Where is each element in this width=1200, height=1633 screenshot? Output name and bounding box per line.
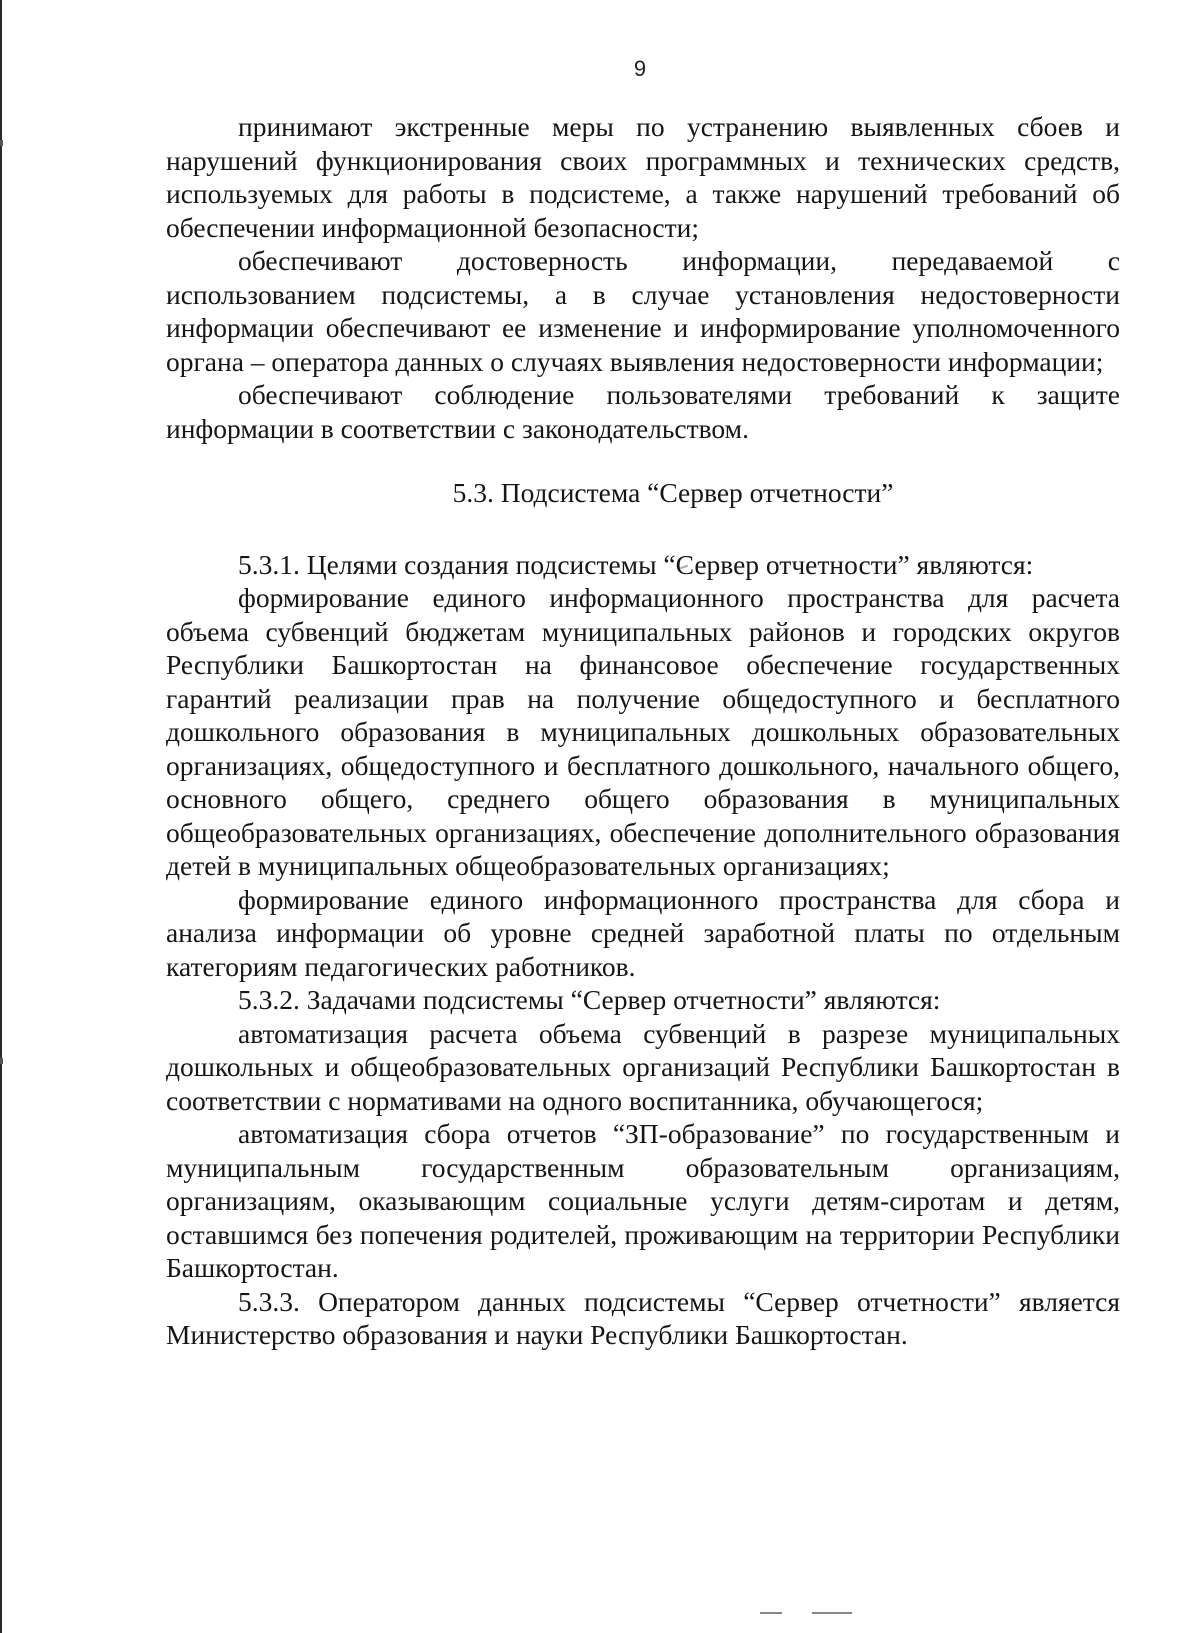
scan-mark [0,1058,3,1064]
scan-smudge [760,1612,782,1614]
paragraph: автоматизация сбора отчетов “ЗП-образование” по государственным и муниципальным государственным образовательным организациям, организациям, оказывающим социальные услуги детям-сиротам и детям, оставшимся без попечения родителей, проживающим на территории Республики Башкортостан. [166,1118,1120,1283]
paragraph: обеспечивают достоверность информации, передаваемой с использованием подсистемы, а в случае установления недостоверности информации обеспечивают ее изменение и информирование уполномоченного органа – оператора данных о случаях выявления недостоверности информации; [166,245,1120,377]
paragraph: формирование единого информационного пространства для сбора и анализа информации об уровне средней заработной платы по отдельным категориям педагогических работников. [166,883,1120,982]
scan-mark [0,140,3,146]
paragraph: принимают экстренные меры по устранению выявленных сбоев и нарушений функционирования своих программных и технических средств, используемых для работы в подсистеме, а также нарушений требований об обеспечении информационной безопасности; [166,111,1120,243]
scan-edge [0,0,2,1633]
paragraph: формирование единого информационного пространства для расчета объема субвенций бюджетам муниципальных районов и городских округов Республики Башкортостан на финансовое обеспечение государственных гарантий реализации прав на получение общедоступного и бесплатного дошкольного образования в муниципальных дошкольных образовательных организациях, общедоступного и бесплатного дошкольного, начального общего, основного общего, среднего общего образования в муниципальных общеобразовательных организациях, обеспечение дополнительного образования детей в муниципальных общеобразовательных организациях; [166,582,1120,881]
section-heading: 5.3. Подсистема “Сервер отчетности” [452,477,894,508]
document-body [166,110,1120,1352]
scan-smudge [812,1612,852,1614]
paragraph: 5.3.3. Оператором данных подсистемы “Сервер отчетности” является Министерство образования и науки Республики Башкортостан. [166,1285,1120,1350]
paragraph: 5.3.1. Целями создания подсистемы “Сервер отчетности” являются: [238,548,1034,580]
paragraph: автоматизация расчета объема субвенций в разрезе муниципальных дошкольных и общеобразовательных организаций Республики Башкортостан в соответствии с нормативами на одного воспитанника, обучающегося; [166,1017,1120,1116]
paragraph: 5.3.2. Задачами подсистемы “Сервер отчетности” являются: [238,984,941,1015]
paragraph: обеспечивают соблюдение пользователями требований к защите информации в соответствии с законодательством. [166,379,1120,444]
page-number: 9 [633,56,647,81]
